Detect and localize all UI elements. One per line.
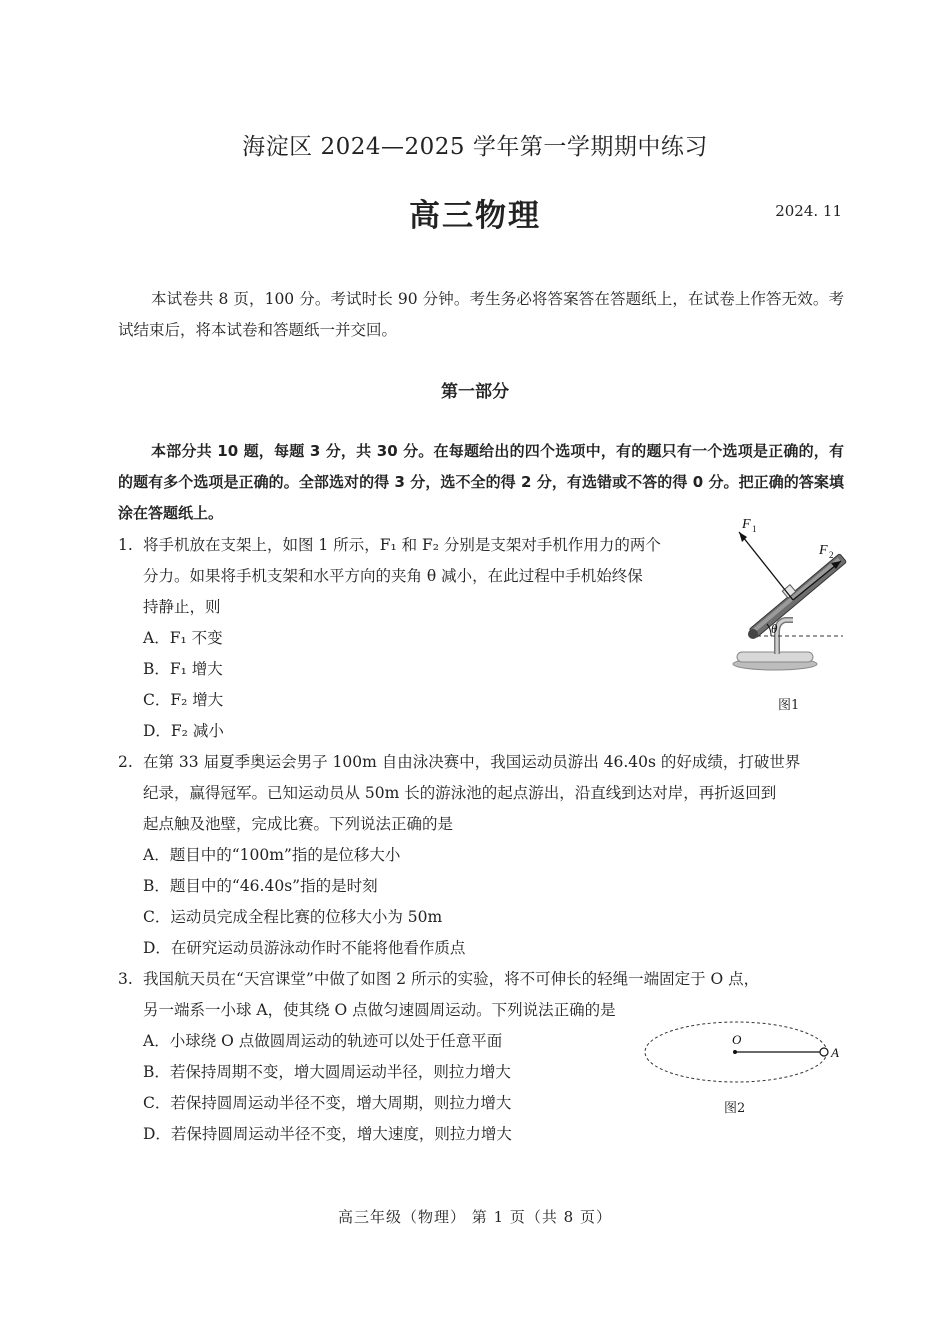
label-a: A (831, 1045, 839, 1060)
exam-date: 2024. 11 (775, 202, 842, 220)
question-1-option-d: D．F₂ 减小 (143, 722, 224, 740)
question-3-line-1: 我国航天员在“天宫课堂”中做了如图 2 所示的实验，将不可伸长的轻绳一端固定于 O 点， (143, 970, 760, 988)
figure-2-circular-motion (640, 1016, 850, 1106)
question-1-line-3: 持静止，则 (143, 598, 221, 616)
label-o: O (732, 1032, 742, 1047)
question-1-line-2: 分力。如果将手机支架和水平方向的夹角 θ 减小，在此过程中手机始终保 (143, 567, 643, 585)
question-3-option-b: B．若保持周期不变，增大圆周运动半径，则拉力增大 (143, 1063, 511, 1081)
figure-1-phone-stand (715, 512, 845, 687)
question-2-option-d: D．在研究运动员游泳动作时不能将他看作质点 (143, 939, 466, 957)
question-3-line-2: 另一端系一小球 A，使其绕 O 点做匀速圆周运动。下列说法正确的是 (143, 1001, 616, 1019)
question-1-option-b: B．F₁ 增大 (143, 660, 223, 678)
label-f2: F (819, 543, 828, 558)
question-3-option-c: C．若保持圆周运动半径不变，增大周期，则拉力增大 (143, 1094, 512, 1112)
question-3-number: 3. (118, 970, 133, 988)
figure-1-caption: 图1 (778, 698, 800, 713)
part-heading: 第一部分 (441, 382, 509, 402)
question-1-option-c: C．F₂ 增大 (143, 691, 224, 709)
question-3-option-a: A．小球绕 O 点做圆周运动的轨迹可以处于任意平面 (143, 1032, 503, 1050)
label-f2-subscript: 2 (829, 550, 834, 560)
question-2-option-a: A．题目中的“100m”指的是位移大小 (143, 846, 401, 864)
question-3-option-d: D．若保持圆周运动半径不变，增大速度，则拉力增大 (143, 1125, 512, 1143)
question-2-line-3: 起点触及池壁，完成比赛。下列说法正确的是 (143, 815, 454, 833)
exam-instructions: 本试卷共 8 页，100 分。考试时长 90 分钟。考生务必将答案答在答题纸上，在试卷上作答无效。考试结束后，将本试卷和答题纸一并交回。 (118, 290, 844, 339)
figure-2-caption: 图2 (724, 1101, 746, 1116)
force-f2-arrow (793, 561, 841, 600)
question-1-number: 1. (118, 536, 133, 554)
question-2-option-c: C．运动员完成全程比赛的位移大小为 50m (143, 908, 443, 926)
holder-knob (748, 629, 758, 639)
question-2-line-1: 在第 33 届夏季奥运会男子 100m 自由泳决赛中，我国运动员游出 46.40s 的好成绩，打破世界 (143, 753, 801, 771)
question-2-line-2: 纪录，赢得冠军。已知运动员从 50m 长的游泳池的起点游出，沿直线到达对岸，再折返回到 (143, 784, 777, 802)
question-1-line-1: 将手机放在支架上，如图 1 所示，F₁ 和 F₂ 分别是支架对手机作用力的两个 (143, 536, 661, 554)
label-f1: F (742, 517, 751, 532)
subject-title: 高三物理 (409, 198, 541, 234)
label-f1-subscript: 1 (752, 524, 757, 534)
force-f1-arrow (739, 532, 793, 600)
ball-a (820, 1048, 828, 1056)
question-1-option-a: A．F₁ 不变 (143, 629, 223, 647)
question-2-number: 2. (118, 753, 133, 771)
question-2-option-b: B．题目中的“46.40s”指的是时刻 (143, 877, 378, 895)
exam-header-title: 海淀区 2024—2025 学年第一学期期中练习 (242, 134, 708, 160)
label-theta: θ (771, 621, 778, 636)
page-footer: 高三年级（物理） 第 1 页（共 8 页） (338, 1208, 612, 1226)
part-intro: 本部分共 10 题，每题 3 分，共 30 分。在每题给出的四个选项中，有的题只有一个选项是正确的，有的题有多个选项是正确的。全部选对的得 3 分，选不全的得 2 分，有选错或不答的得 0 分。把正确的答案填涂在答题纸上。 (118, 442, 844, 522)
